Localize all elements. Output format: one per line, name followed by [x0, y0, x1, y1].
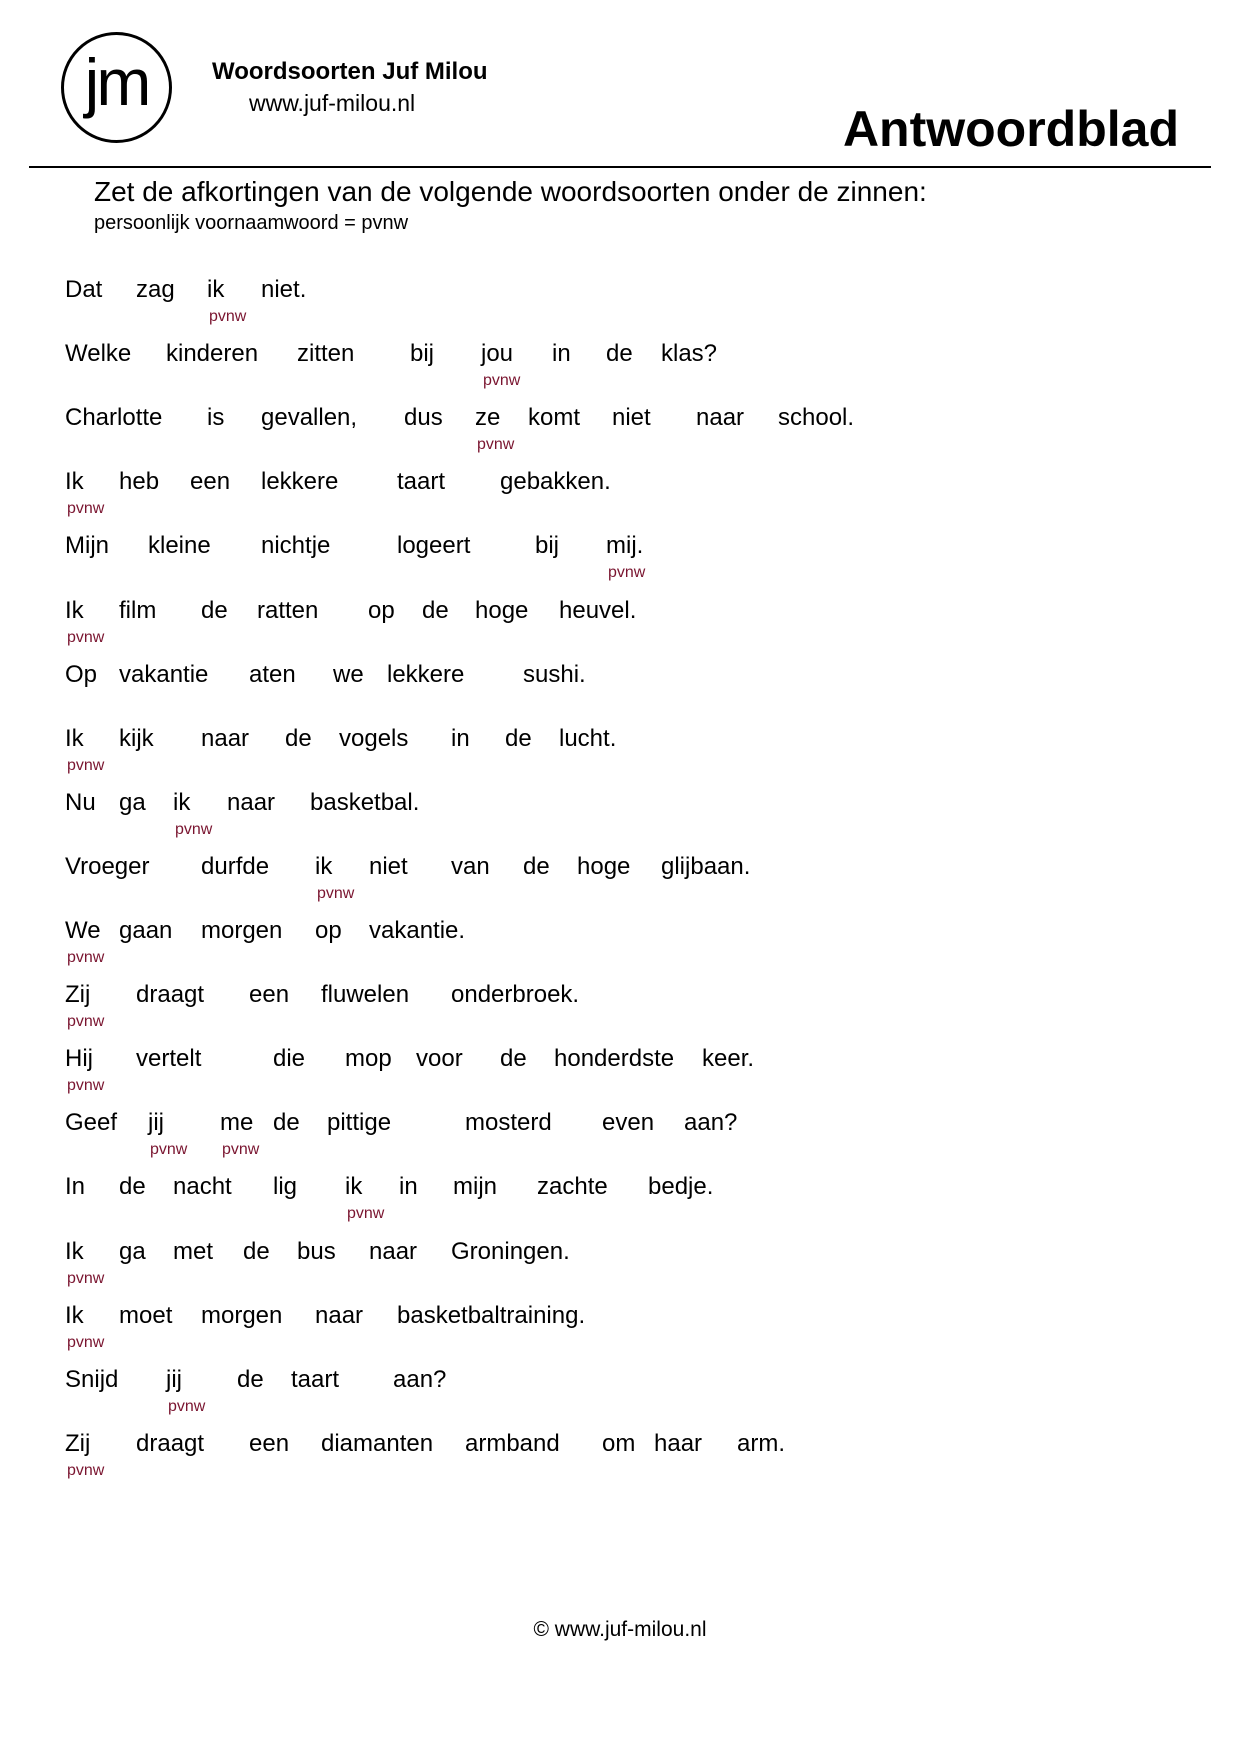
sentence-word: dus [404, 404, 443, 432]
sentence-word: aten [249, 660, 296, 688]
sentence-word: de [201, 596, 228, 624]
sentence-word: Hij [65, 1045, 93, 1073]
sentence-word: morgen [201, 917, 283, 944]
sentence-word: komt [528, 404, 581, 432]
answer-abbreviation: pvnw [67, 1013, 105, 1031]
sentence-word: naar [201, 724, 250, 752]
sentence-word: naar [696, 404, 745, 432]
sentence-word: vakantie. [369, 917, 466, 944]
answer-abbreviation: pvnw [483, 372, 521, 390]
sentence-word: naar [369, 1237, 418, 1265]
sentence-word: Welke [65, 340, 132, 368]
sentence-word: is [207, 404, 225, 432]
sentence-word: we [333, 660, 364, 688]
sentence-word: in [399, 1173, 418, 1201]
sentence-word: jij [166, 1365, 182, 1393]
sentence-word: vakantie [119, 660, 209, 688]
sentence-word: Ik [65, 724, 84, 752]
sentence-word: Ik [65, 596, 84, 624]
sentence-word: van [451, 852, 490, 880]
answer-abbreviation: pvnw [209, 308, 247, 325]
sentence-word: bij [410, 340, 435, 368]
sentence-word: kinderen [166, 340, 259, 368]
sentence-word: de [285, 724, 312, 752]
sentence-word: bedje. [648, 1173, 714, 1201]
sentence-word: ratten [257, 596, 319, 624]
sentence-word: naar [315, 1301, 364, 1329]
sentence-word: niet [612, 404, 651, 432]
sentence-word: mop [345, 1045, 392, 1073]
answer-abbreviation: pvnw [150, 1141, 188, 1159]
sentence-word: gaan [119, 917, 173, 944]
answer-abbreviation: pvnw [347, 1205, 385, 1223]
sentence-word: nacht [173, 1173, 232, 1201]
sentence-word: niet [369, 852, 408, 880]
sentence-word: We [65, 917, 101, 944]
sentence-word: Dat [65, 276, 103, 303]
sentence-word: gevallen, [261, 404, 358, 432]
sentence-word: heuvel. [559, 596, 637, 624]
sentence-word: kleine [148, 532, 211, 560]
sentence-word: Snijd [65, 1365, 119, 1393]
sentence-word: In [65, 1173, 86, 1201]
sentence-word: ga [119, 1237, 146, 1265]
sentence-word: de [500, 1045, 527, 1073]
sentence-word: Vroeger [65, 852, 150, 880]
sentence-word: aan? [393, 1365, 447, 1393]
sentence-word: school. [778, 404, 855, 432]
sentence-word: ik [173, 788, 191, 816]
sentence-word: lig [273, 1173, 298, 1201]
sentence-word: de [505, 724, 532, 752]
logo-text: jm [84, 44, 149, 119]
sentence-word: taart [291, 1365, 340, 1393]
sentence-word: Zij [65, 1429, 91, 1457]
sentence-word: aan? [684, 1109, 738, 1137]
sentence-word: de [606, 340, 633, 368]
sentence-word: met [173, 1237, 214, 1265]
page-title: Antwoordblad [842, 101, 1179, 157]
sentence-word: honderdste [554, 1045, 675, 1073]
sentence-word: ik [207, 276, 225, 303]
answer-abbreviation: pvnw [175, 820, 213, 838]
site-url: www.juf-milou.nl [249, 90, 416, 116]
sentence-word: in [451, 724, 470, 752]
sentence-word: nichtje [261, 532, 331, 560]
sentence-word: Mijn [65, 532, 110, 560]
sentence-word: voor [416, 1045, 463, 1073]
sentence-word: mijn [453, 1173, 498, 1201]
sentence-word: diamanten [321, 1429, 434, 1457]
sentence-word: me [220, 1109, 254, 1137]
answer-abbreviation: pvnw [67, 1269, 105, 1287]
sentence-word: zitten [297, 340, 355, 368]
answer-abbreviation: pvnw [67, 1333, 105, 1351]
abbreviation-legend: persoonlijk voornaamwoord = pvnw [94, 212, 409, 234]
sentence-word: in [552, 340, 571, 368]
sentence-word: ik [345, 1173, 363, 1201]
sentence-word: de [523, 852, 550, 880]
sentence-word: die [273, 1045, 306, 1073]
sentence-word: glijbaan. [661, 852, 751, 880]
sentence-word: lekkere [387, 660, 465, 688]
sentence-word: ga [119, 788, 146, 816]
sentence-word: zachte [537, 1173, 608, 1201]
sentence-word: klas? [661, 340, 718, 368]
sentence-word: de [273, 1109, 300, 1137]
sentence-word: naar [227, 788, 276, 816]
sentence-word: Zij [65, 981, 91, 1009]
sentence-word: vertelt [136, 1045, 202, 1073]
sentence-word: een [249, 981, 290, 1009]
sentence-word: om [602, 1429, 636, 1457]
answer-abbreviation: pvnw [317, 884, 355, 902]
sentence-word: lekkere [261, 468, 339, 496]
answer-abbreviation: pvnw [608, 564, 646, 582]
sentence-word: vogels [339, 724, 409, 752]
sentence-word: Ik [65, 1237, 84, 1265]
sentence-word: basketbal. [310, 788, 420, 816]
sentence-word: draagt [136, 981, 205, 1009]
answer-abbreviation: pvnw [67, 500, 105, 518]
sentence-word: de [119, 1173, 146, 1201]
header-divider [29, 166, 1211, 168]
sentence-word: ik [315, 852, 333, 880]
sentence-word: jou [481, 340, 514, 368]
answer-abbreviation: pvnw [477, 436, 515, 454]
sentence-word: de [237, 1365, 264, 1393]
sentence-word: op [368, 596, 395, 624]
sentence-word: pittige [327, 1109, 392, 1137]
sentence-word: Ik [65, 468, 84, 496]
answer-abbreviation: pvnw [67, 756, 105, 774]
sentence-word: een [190, 468, 231, 496]
sentence-word: armband [465, 1429, 560, 1457]
sentence-word: onderbroek. [451, 981, 580, 1009]
answer-abbreviation: pvnw [67, 1077, 105, 1095]
sentence-word: bus [297, 1237, 336, 1265]
sentence-word: bij [535, 532, 560, 560]
sentence-word: draagt [136, 1429, 205, 1457]
sentence-word: sushi. [523, 660, 586, 688]
sentence-word: de [243, 1237, 270, 1265]
answer-abbreviation: pvnw [168, 1397, 206, 1415]
sentence-word: haar [654, 1429, 703, 1457]
sentence-word: jij [148, 1109, 164, 1137]
footer-copyright: © www.juf-milou.nl [533, 1618, 707, 1641]
sentence-word: zag [136, 276, 175, 303]
sentence-word: heb [119, 468, 160, 496]
answer-abbreviation: pvnw [67, 949, 105, 966]
sentence-word: film [119, 596, 157, 624]
sentence-word: Nu [65, 788, 96, 816]
sentence-word: basketbaltraining. [397, 1301, 586, 1329]
sentence-word: op [315, 917, 342, 944]
jm-logo [61, 32, 172, 143]
sentence-word: logeert [397, 532, 471, 560]
sentence-word: arm. [737, 1429, 785, 1457]
sentence-word: Ik [65, 1301, 84, 1329]
sentence-word: lucht. [559, 724, 617, 752]
sentence-word: moet [119, 1301, 173, 1329]
instruction-text: Zet de afkortingen van de volgende woordsoorten onder de zinnen: [94, 176, 927, 207]
sentence-word: morgen [201, 1301, 283, 1329]
sentence-word: keer. [702, 1045, 755, 1073]
answer-abbreviation: pvnw [222, 1141, 260, 1159]
sentence-word: durfde [201, 852, 270, 880]
sentence-word: mosterd [465, 1109, 552, 1137]
sentence-word: even [602, 1109, 655, 1137]
answer-abbreviation: pvnw [67, 628, 105, 646]
site-name: Woordsoorten Juf Milou [212, 58, 488, 85]
sentence-word: hoge [475, 596, 529, 624]
sentence-word: niet. [261, 276, 307, 303]
sentence-word: mij. [606, 532, 644, 560]
sentence-word: kijk [119, 724, 154, 752]
sentence-word: gebakken. [500, 468, 611, 496]
answer-abbreviation: pvnw [67, 1461, 105, 1479]
sentence-word: de [422, 596, 449, 624]
sentence-word: Charlotte [65, 404, 163, 432]
sentence-word: hoge [577, 852, 631, 880]
sentence-word: Op [65, 660, 98, 688]
sentence-word: een [249, 1429, 290, 1457]
sentence-word: taart [397, 468, 446, 496]
sentence-word: ze [475, 404, 501, 432]
sentence-word: fluwelen [321, 981, 410, 1009]
sentence-word: Geef [65, 1109, 118, 1137]
sentence-word: Groningen. [451, 1237, 570, 1265]
